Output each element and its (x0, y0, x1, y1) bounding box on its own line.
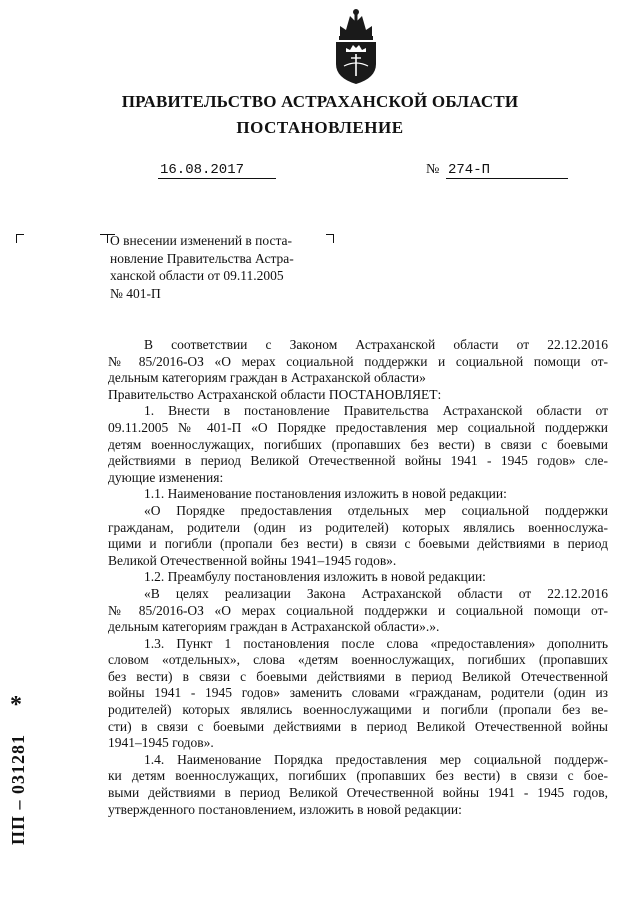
body-line: 1941–1945 годов». (108, 735, 214, 751)
body-line: сти) в связи с боевыми действиями в период Великой Отечественной войны (108, 718, 608, 734)
body-line: 1. Внести в постановление Правительства Астраханской области от (144, 403, 608, 419)
body-line: войны 1941 - 1945 годов» заменить словами «гражданам, родители (один из (108, 685, 608, 701)
body-line: 1.3. Пункт 1 постановления после слова «предоставления» дополнить (144, 635, 608, 651)
body-line: Великой Отечественной войны 1941–1945 годов». (108, 552, 397, 568)
decree-body (108, 337, 608, 818)
subject-line: ханской области от 09.11.2005 (110, 268, 284, 283)
body-line: № 85/2016-ОЗ «О мерах социальной поддержки и социальной помощи от- (108, 602, 608, 618)
subject-line: О внесении изменений в поста- (110, 233, 293, 248)
body-line: родителей) которых являлись военнослужащими и погибли (пропали без ве- (108, 702, 608, 718)
body-line: 1.1. Наименование постановления изложить в новой редакции: (144, 486, 507, 502)
left-margin-corner-mark (16, 234, 24, 243)
body-line: 1.2. Преамбулу постановления изложить в новой редакции: (144, 569, 486, 585)
document-type-title: ПОСТАНОВЛЕНИЕ (236, 118, 404, 137)
decree-subject (110, 232, 332, 302)
body-line: словом «отдельных», слова «детям военнослужащих, погибших (пропавших (108, 652, 608, 668)
body-line: без вести) в связи с боевыми действиями в период Великой Отечественной (108, 668, 608, 684)
body-line: № 85/2016-ОЗ «О мерах социальной поддержки и социальной помощи от- (108, 353, 608, 369)
body-line: утвержденного постановлением, изложить в новой редакции: (108, 801, 462, 817)
body-line: В соответствии с Законом Астраханской области от 22.12.2016 (144, 337, 608, 352)
subject-line: новление Правительства Астра- (110, 250, 294, 266)
body-line: детям военнослужащих, погибших (пропавших без вести) в связи с боевыми (108, 436, 608, 452)
body-line: гражданам, родители (один из родителей) которых являлись военнослужа- (108, 519, 608, 535)
body-line: «О Порядке предоставления отдельных мер социальной поддержки (144, 502, 608, 518)
body-line: Правительство Астраханской области ПОСТАНОВЛЯЕТ: (108, 386, 442, 402)
body-line: 1.4. Наименование Порядка предоставления мер социальной поддерж- (144, 751, 608, 767)
body-line: «В целях реализации Закона Астраханской области от 22.12.2016 (144, 585, 608, 601)
body-line: дующие изменения: (108, 469, 224, 485)
decree-date: 16.08.2017 (158, 162, 276, 179)
body-line: ки детям военнослужащих, погибших (пропавших без вести) в связи с бое- (108, 768, 608, 784)
body-line: дельным категориям граждан в Астраханской области».». (108, 619, 440, 635)
body-line: щими и погибли (пропали без вести) в связи с боевыми действиями в период (108, 536, 608, 552)
decree-number: 274-П (446, 162, 568, 179)
margin-serial-number: ПП – 031281 (8, 733, 28, 845)
body-line: действиями в период Великой Отечественной войны 1941 - 1945 годов» сле- (108, 453, 608, 469)
organization-title: ПРАВИТЕЛЬСТВО АСТРАХАНСКОЙ ОБЛАСТИ (121, 92, 519, 111)
body-line: выми действиями в период Великой Отечественной войны 1941 - 1945 годов, (108, 785, 608, 801)
astrakhan-coat-of-arms-emblem (330, 6, 382, 86)
body-line: 09.11.2005 № 401-П «О Порядке предоставления мер социальной поддержки (108, 419, 608, 435)
subject-line: № 401-П (110, 285, 161, 301)
body-line: дельным категориям граждан в Астраханской области» (108, 370, 426, 386)
margin-asterisk-mark: * (10, 692, 22, 718)
number-sign: № (426, 162, 440, 177)
